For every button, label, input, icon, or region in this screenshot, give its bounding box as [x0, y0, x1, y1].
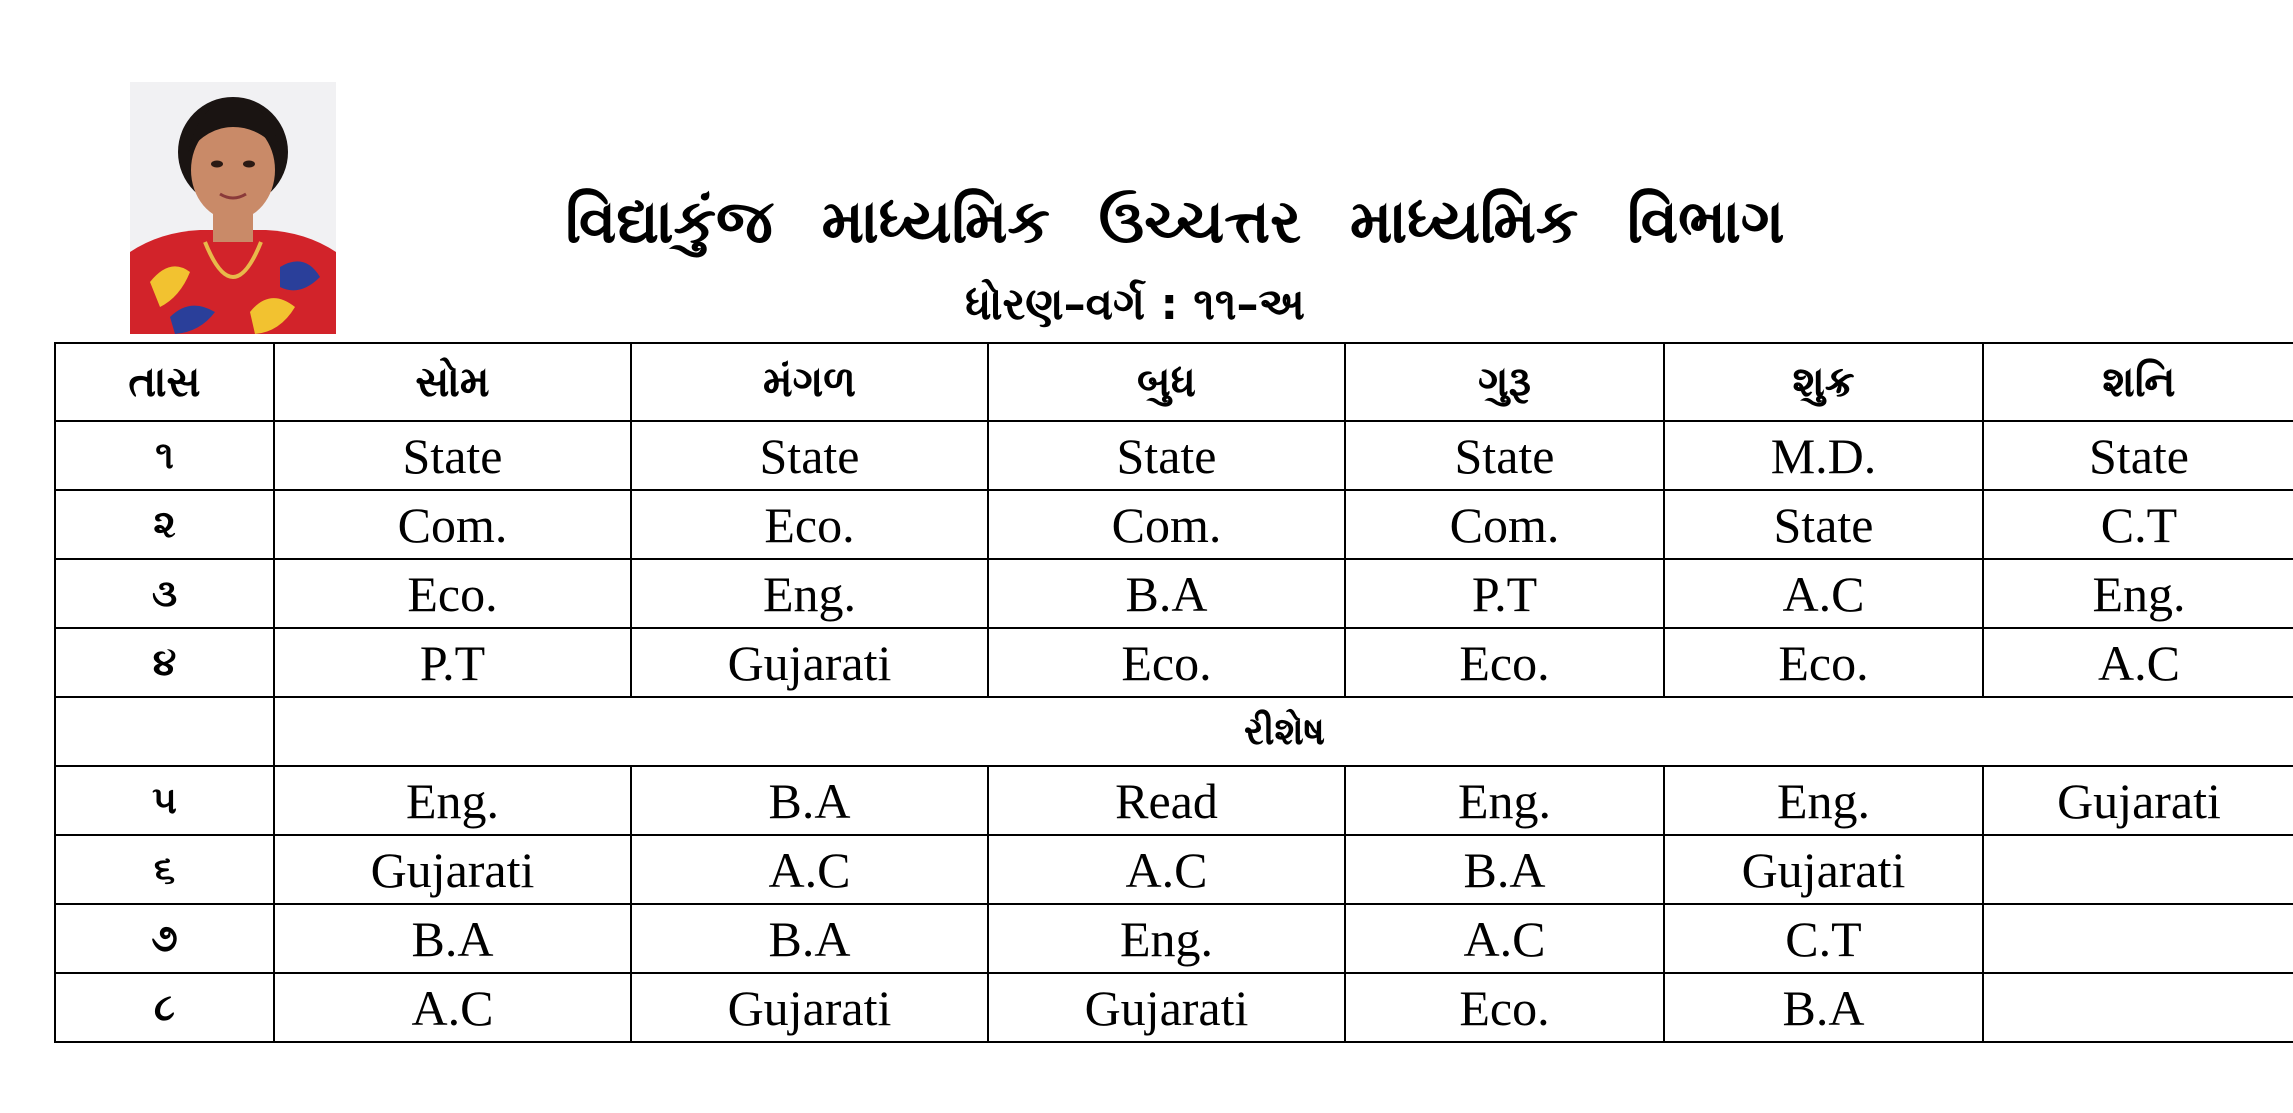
subject-cell: Eng. — [1664, 766, 1983, 835]
subject-cell: Com. — [988, 490, 1345, 559]
subject-cell: A.C — [274, 973, 631, 1042]
subject-cell: Eng. — [631, 559, 988, 628]
subject-cell: Eco. — [1664, 628, 1983, 697]
period-cell: ૭ — [55, 904, 274, 973]
subject-cell: Eco. — [1345, 628, 1664, 697]
subject-cell: A.C — [1664, 559, 1983, 628]
subject-cell: Eng. — [1345, 766, 1664, 835]
table-row — [55, 559, 2293, 628]
table-row — [55, 421, 2293, 490]
teacher-photo — [130, 82, 336, 334]
period-cell: ૬ — [55, 835, 274, 904]
subject-cell: Gujarati — [1664, 835, 1983, 904]
subject-cell: C.T — [1983, 490, 2293, 559]
column-header-wednesday: બુધ — [988, 343, 1345, 421]
subject-cell — [1983, 904, 2293, 973]
period-cell: ૫ — [55, 766, 274, 835]
subject-cell: M.D. — [1664, 421, 1983, 490]
recess-period-cell — [55, 697, 274, 766]
column-header-thursday: ગુરૂ — [1345, 343, 1664, 421]
subject-cell: Eco. — [274, 559, 631, 628]
subject-cell: B.A — [1345, 835, 1664, 904]
subject-cell: Eng. — [988, 904, 1345, 973]
subject-cell: B.A — [988, 559, 1345, 628]
subject-cell: A.C — [1983, 628, 2293, 697]
subject-cell: Eco. — [1345, 973, 1664, 1042]
period-cell: ૪ — [55, 628, 274, 697]
period-cell: ૨ — [55, 490, 274, 559]
subject-cell: Eco. — [631, 490, 988, 559]
header-row — [55, 343, 2293, 421]
subject-cell: State — [631, 421, 988, 490]
column-header-tuesday: મંગળ — [631, 343, 988, 421]
subject-cell — [1983, 973, 2293, 1042]
subject-cell: Gujarati — [631, 973, 988, 1042]
period-cell: ૩ — [55, 559, 274, 628]
subject-cell: State — [1983, 421, 2293, 490]
subject-cell: C.T — [1664, 904, 1983, 973]
subject-cell: P.T — [274, 628, 631, 697]
table-row — [55, 835, 2293, 904]
column-header-friday: શુક્ર — [1664, 343, 1983, 421]
subject-cell: Gujarati — [988, 973, 1345, 1042]
subject-cell: State — [1345, 421, 1664, 490]
subject-cell: Gujarati — [1983, 766, 2293, 835]
column-header-monday: સોમ — [274, 343, 631, 421]
table-row — [55, 490, 2293, 559]
subject-cell — [1983, 835, 2293, 904]
subject-cell: B.A — [631, 766, 988, 835]
subject-cell: Gujarati — [631, 628, 988, 697]
subject-cell: State — [988, 421, 1345, 490]
subject-cell: Eco. — [988, 628, 1345, 697]
recess-label: રીશેષ — [274, 697, 2293, 766]
subject-cell: Com. — [274, 490, 631, 559]
subject-cell: Eng. — [1983, 559, 2293, 628]
subject-cell: B.A — [1664, 973, 1983, 1042]
person-portrait-icon — [130, 82, 336, 334]
table-row — [55, 904, 2293, 973]
subject-cell: A.C — [631, 835, 988, 904]
subject-cell: B.A — [274, 904, 631, 973]
class-subtitle: ધોરણ–વર્ગ : ૧૧–અ — [965, 279, 1305, 330]
subject-cell: A.C — [988, 835, 1345, 904]
school-title: વિદ્યાકુંજ માધ્યમિક ઉચ્ચત્તર માધ્યમિક વિભાગ — [565, 187, 1785, 257]
column-header-period: તાસ — [55, 343, 274, 421]
subject-cell: State — [1664, 490, 1983, 559]
subject-cell: B.A — [631, 904, 988, 973]
subject-cell: Gujarati — [274, 835, 631, 904]
subject-cell: Read — [988, 766, 1345, 835]
timetable — [54, 342, 2293, 1043]
table-row — [55, 766, 2293, 835]
table-row — [55, 973, 2293, 1042]
table-row — [55, 628, 2293, 697]
subject-cell: Eng. — [274, 766, 631, 835]
subject-cell: Com. — [1345, 490, 1664, 559]
column-header-saturday: શનિ — [1983, 343, 2293, 421]
subject-cell: State — [274, 421, 631, 490]
recess-row — [55, 697, 2293, 766]
subject-cell: A.C — [1345, 904, 1664, 973]
period-cell: ૮ — [55, 973, 274, 1042]
subject-cell: P.T — [1345, 559, 1664, 628]
period-cell: ૧ — [55, 421, 274, 490]
